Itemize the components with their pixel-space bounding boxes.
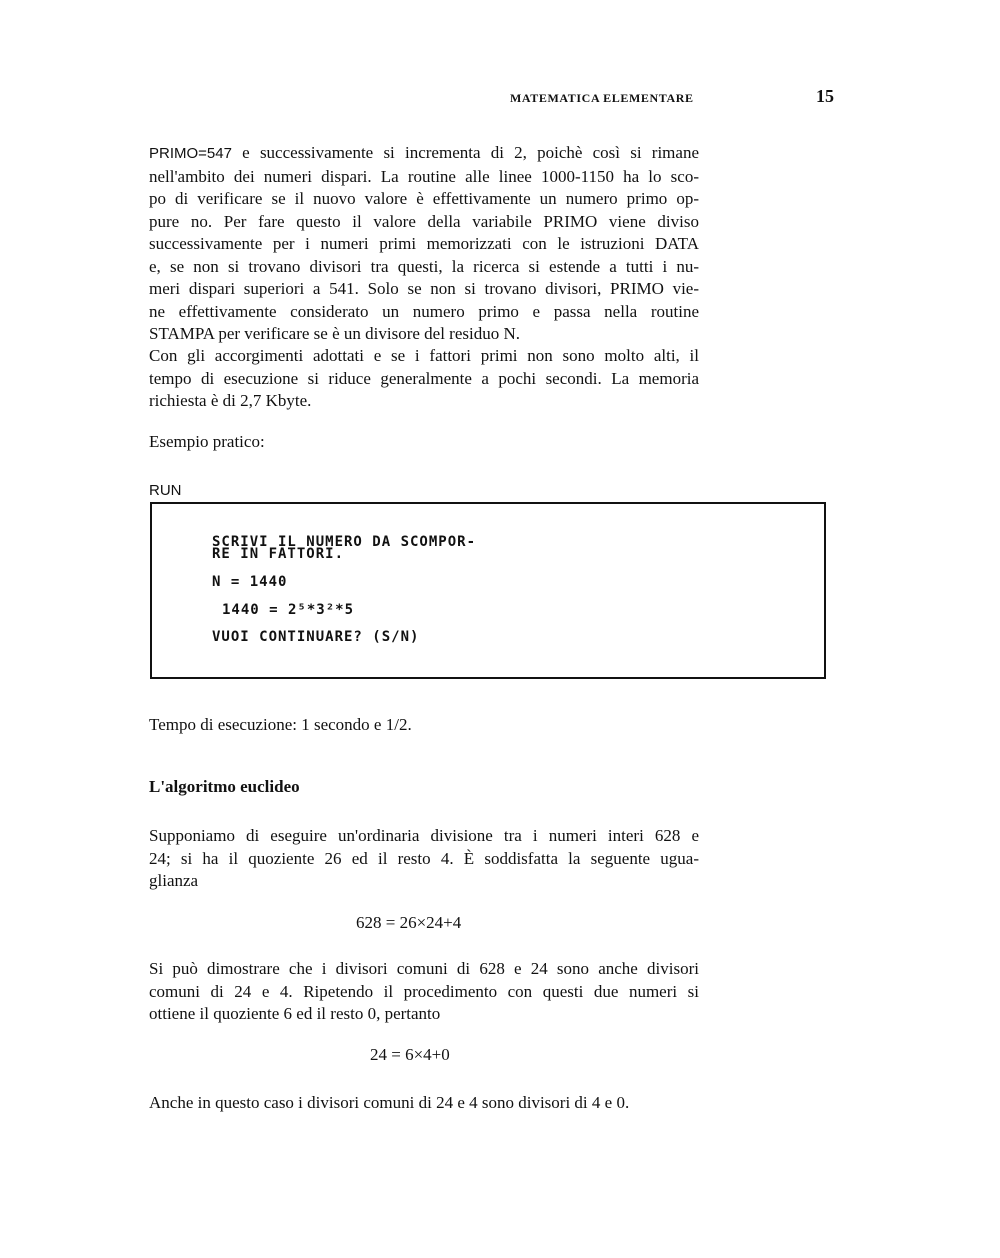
paragraph-execution-notes [149, 345, 699, 413]
program-output-box [150, 502, 826, 679]
text-line: pure no. Per fare questo il valore della variabile PRIMO viene diviso [149, 211, 699, 231]
text-line: ne effettivamente considerato un numero primo e passa nella routine [149, 301, 699, 321]
screen-line: VUOI CONTINUARE? (S/N) [212, 629, 420, 645]
paragraph-conclusion [149, 1092, 699, 1115]
line-text: e successivamente si incrementa di 2, poichè così si rimane [231, 143, 699, 162]
text-line: Supponiamo di eseguire un'ordinaria divisione tra i numeri interi 628 e [149, 826, 699, 845]
text-line: ottiene il quoziente 6 ed il resto 0, pertanto [149, 1004, 441, 1023]
text-line: Si può dimostrare che i divisori comuni di 628 e 24 sono anche divisori [149, 959, 699, 978]
text-line: tempo di esecuzione si riduce generalmente a pochi secondi. La memoria [149, 368, 699, 388]
paragraph-common-divisors [149, 958, 699, 1026]
run-command-label: RUN [149, 482, 182, 499]
text-line: Con gli accorgimenti adottati e se i fattori primi non sono molto alti, il [149, 346, 699, 365]
screen-line: N = 1440 [212, 574, 288, 590]
screen-line: 1440 = 2⁵*3²*5 [222, 602, 355, 618]
text-line: STAMPA per verificare se è un divisore del residuo N. [149, 324, 520, 343]
text-line: nell'ambito dei numeri dispari. La routine alle linee 1000-1150 ha lo sco- [149, 166, 699, 186]
paragraph-primo-routine [149, 142, 699, 346]
section-heading: L'algoritmo euclideo [149, 777, 300, 796]
screen-line: RE IN FATTORI. [212, 546, 345, 562]
text-line: e, se non si trovano divisori tra questi, la ricerca si estende a tutti i nu- [149, 256, 699, 276]
formula-24: 24 = 6×4+0 [370, 1045, 450, 1064]
text-line: successivamente per i numeri primi memorizzati con le istruzioni DATA [149, 234, 699, 253]
formula-628: 628 = 26×24+4 [356, 913, 462, 932]
running-head: MATEMATICA ELEMENTARE [510, 91, 694, 105]
text-line: Anche in questo caso i divisori comuni di 24 e 4 sono divisori di 4 e 0. [149, 1093, 630, 1112]
paragraph-division-example [149, 825, 699, 893]
text-line: richiesta è di 2,7 Kbyte. [149, 391, 312, 410]
page-number: 15 [816, 86, 834, 106]
screen-line: SCRIVI IL NUMERO DA SCOMPOR- [212, 534, 477, 550]
execution-time-note: Tempo di esecuzione: 1 secondo e 1/2. [149, 715, 412, 734]
text-line: meri dispari superiori a 541. Solo se non si trovano divisori, PRIMO vie- [149, 279, 699, 298]
example-label: Esempio pratico: [149, 432, 265, 451]
text-line: glianza [149, 871, 199, 890]
text-line: comuni di 24 e 4. Ripetendo il procedimento con questi due numeri si [149, 981, 699, 1001]
text-line: 24; si ha il quoziente 26 ed il resto 4. È soddisfatta la seguente ugua- [149, 848, 699, 868]
text-line: po di verificare se il nuovo valore è effettivamente un numero primo op- [149, 189, 699, 208]
code-token: PRIMO=547 [149, 145, 232, 162]
text-line [149, 142, 699, 166]
